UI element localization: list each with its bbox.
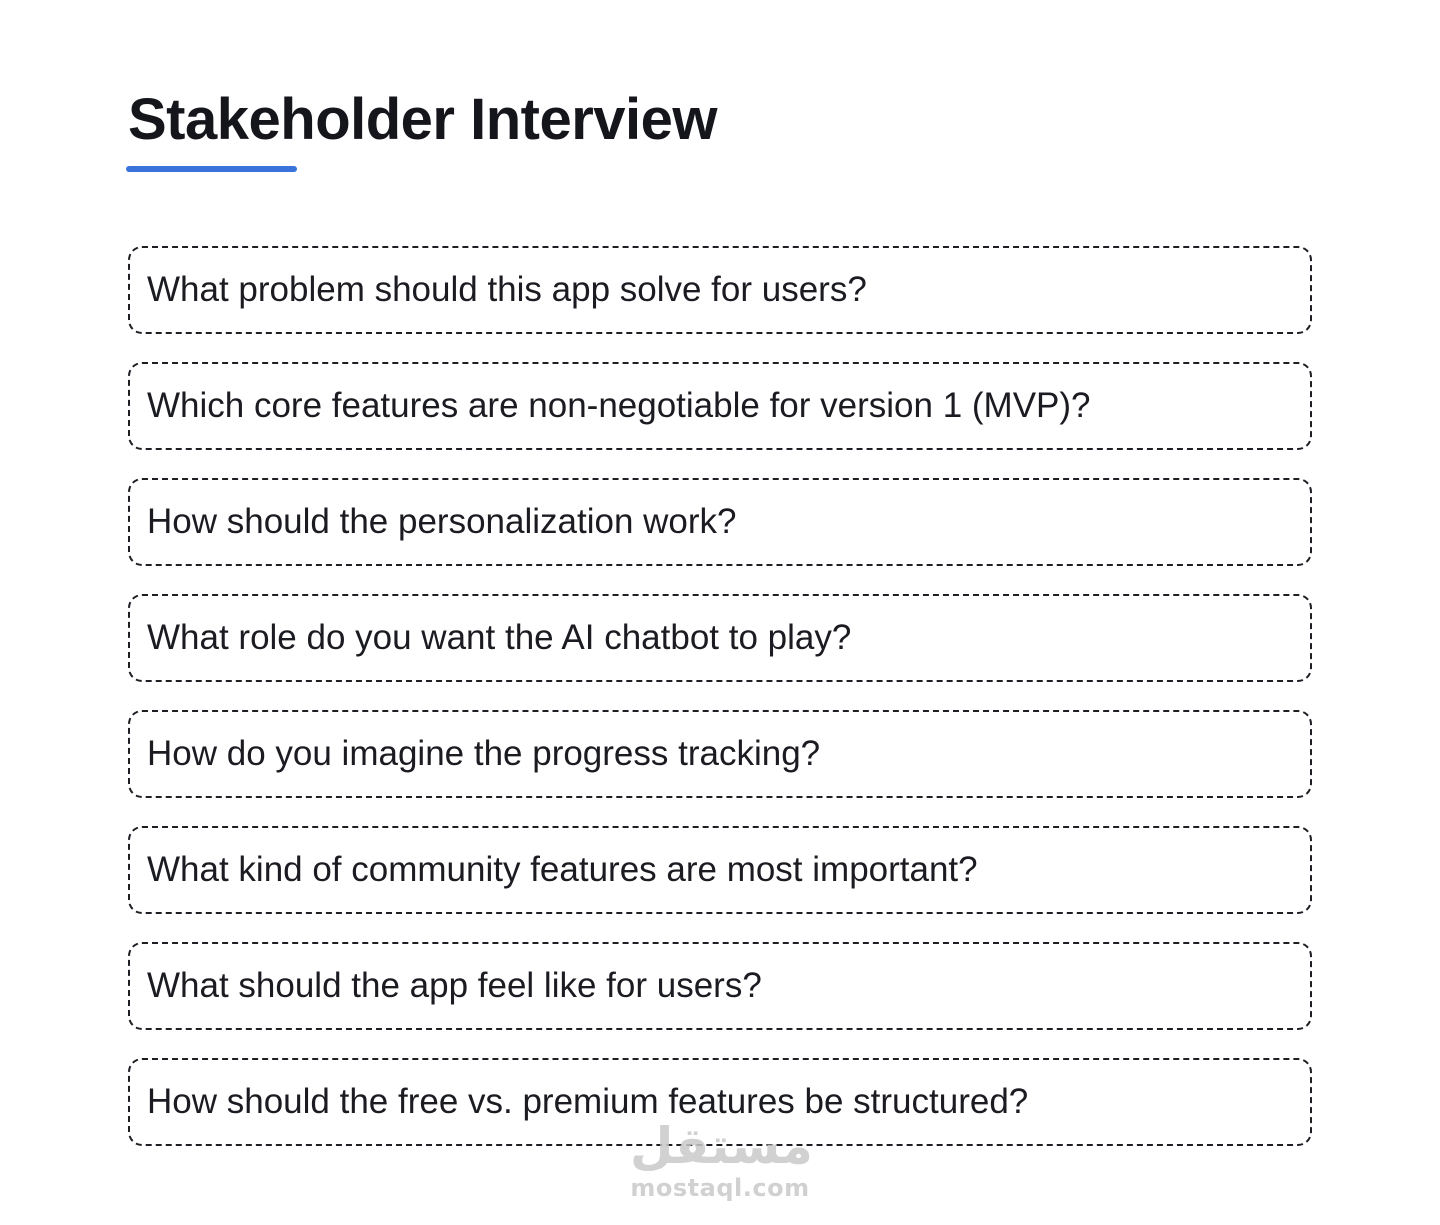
question-text: How do you imagine the progress tracking? xyxy=(147,734,821,773)
question-card-3 xyxy=(128,478,1312,566)
question-text: What problem should this app solve for users? xyxy=(147,270,867,309)
question-card-6 xyxy=(128,826,1312,914)
question-text: How should the free vs. premium features be structured? xyxy=(147,1082,1029,1121)
question-card-1 xyxy=(128,246,1312,334)
question-text: What kind of community features are most important? xyxy=(147,850,978,889)
watermark-arabic-text: مستقل xyxy=(630,1117,813,1175)
question-text: How should the personalization work? xyxy=(147,502,737,541)
question-text: Which core features are non-negotiable for version 1 (MVP)? xyxy=(147,386,1091,425)
question-card-7 xyxy=(128,942,1312,1030)
watermark-logo xyxy=(630,1117,813,1202)
question-text: What role do you want the AI chatbot to play? xyxy=(147,618,852,657)
question-card-4 xyxy=(128,594,1312,682)
question-text: What should the app feel like for users? xyxy=(147,966,762,1005)
question-card-2 xyxy=(128,362,1312,450)
title-underline xyxy=(126,166,297,172)
question-list xyxy=(128,246,1312,1174)
page-title: Stakeholder Interview xyxy=(128,87,718,152)
question-card-5 xyxy=(128,710,1312,798)
watermark-url-text: mostaql.com xyxy=(630,1174,810,1202)
